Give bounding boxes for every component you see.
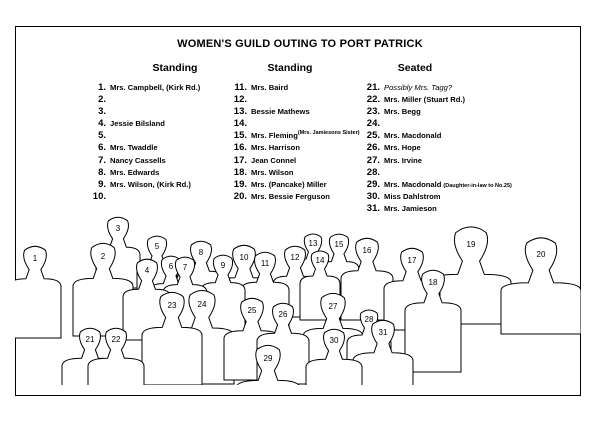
list-item [364, 165, 512, 177]
list-item [364, 140, 512, 152]
list-item-name: Jean Connel [251, 155, 297, 165]
list-item [364, 177, 512, 189]
list-item [231, 177, 360, 189]
list-item [88, 177, 200, 189]
list-item-number: 5. [98, 130, 106, 142]
person-number-label: 15 [334, 240, 344, 249]
person-number-label: 20 [536, 250, 546, 259]
list-item [88, 128, 200, 140]
list-item-number: 4. [98, 118, 106, 130]
list-item-number: 25. [366, 130, 380, 142]
person-number-label: 25 [247, 306, 257, 315]
list-item-number: 17. [233, 154, 247, 166]
list-item [88, 140, 200, 152]
person-number-label: 1 [32, 254, 38, 263]
person-number-label: 14 [315, 256, 325, 265]
person-number-label: 28 [364, 315, 374, 324]
list-item-number: 23. [366, 106, 380, 118]
column-heading-seated: Seated [397, 62, 433, 74]
person-number-label: 6 [168, 262, 174, 271]
column-heading-standing-1: Standing [152, 62, 198, 74]
list-item [231, 116, 360, 128]
person-number-label: 19 [466, 240, 476, 249]
person-number-label: 26 [278, 310, 288, 319]
list-item-number: 8. [98, 166, 106, 178]
list-item-number: 18. [233, 166, 247, 178]
column-heading-standing-2: Standing [267, 62, 313, 74]
list-item-name: Mrs. Wilson, (Kirk Rd.) [110, 179, 191, 189]
list-item [364, 189, 512, 201]
list-item-name: Mrs. Macdonald [384, 179, 442, 189]
name-list-column-2 [231, 80, 360, 201]
list-item [231, 104, 360, 116]
person-number-label: 5 [154, 242, 160, 251]
person-number-label: 4 [144, 266, 150, 275]
list-item-number: 21. [366, 82, 380, 93]
list-item-note: (Daughter-in-law to No.25) [443, 182, 512, 189]
list-item-number: 31. [366, 202, 380, 214]
person-number-label: 7 [182, 263, 188, 272]
list-item-number: 28. [366, 166, 380, 178]
list-item-number: 9. [98, 178, 106, 190]
person-number-label: 10 [239, 253, 249, 262]
person-number-label: 24 [197, 300, 207, 309]
list-item [88, 165, 200, 177]
person-number-label: 8 [198, 248, 204, 257]
list-item-name: Mrs. Miller (Stuart Rd.) [384, 95, 466, 105]
list-item-name: Mrs. Harrison [251, 143, 300, 153]
list-item-name: Possibly Mrs. Tagg? [384, 83, 453, 92]
crowd-sketch [15, 210, 581, 385]
name-list-column-1 [88, 80, 200, 201]
person-number-label: 18 [428, 278, 438, 287]
person-number-label: 13 [308, 239, 318, 248]
person-number-label: 22 [111, 335, 121, 344]
list-item-name: Mrs. Jamieson [384, 203, 437, 213]
list-item [364, 116, 512, 128]
list-item-name: Bessie Mathews [251, 107, 310, 117]
person-silhouette [15, 246, 61, 338]
list-item-name: Mrs. Fleming [251, 131, 298, 141]
list-item [231, 128, 360, 140]
list-item-note: (Mrs. Jamiesons Sister) [297, 130, 360, 137]
person-number-label: 27 [328, 302, 338, 311]
list-item-number: 27. [366, 154, 380, 166]
person-number-label: 21 [85, 335, 95, 344]
list-item [364, 92, 512, 104]
list-item-name: Mrs. Edwards [110, 167, 160, 177]
list-item-number: 24. [366, 118, 380, 130]
list-item [231, 153, 360, 165]
list-item-number: 2. [98, 94, 106, 106]
list-item-number: 22. [366, 94, 380, 106]
person-number-label: 2 [100, 252, 106, 261]
list-item-number: 15. [233, 130, 247, 142]
list-item-number: 26. [366, 142, 380, 154]
list-item-number: 7. [98, 154, 106, 166]
list-item-name: Nancy Cassells [110, 155, 166, 165]
list-item [88, 153, 200, 165]
person-outline [15, 246, 61, 338]
list-item [231, 92, 360, 104]
list-item [88, 80, 200, 92]
list-item-number: 13. [233, 106, 247, 118]
list-item-number: 1. [98, 82, 106, 93]
list-item [88, 104, 200, 116]
name-list-column-3 [364, 80, 512, 213]
list-item-number: 11. [234, 82, 247, 93]
list-item-number: 20. [233, 190, 247, 202]
list-item-number: 3. [98, 106, 106, 118]
list-item [88, 116, 200, 128]
list-item-name: Mrs. Hope [384, 143, 421, 153]
person-number-label: 11 [260, 259, 270, 268]
list-item-name: Jessie Bilsland [110, 119, 165, 129]
list-item-name: Mrs. Campbell, (Kirk Rd.) [110, 83, 201, 92]
list-item-name: Mrs. (Pancake) Miller [251, 179, 327, 189]
person-number-label: 29 [263, 354, 273, 363]
list-item-name: Mrs. Baird [251, 83, 289, 92]
list-item [231, 140, 360, 152]
person-outline [501, 238, 581, 334]
list-item-name: Mrs. Twaddle [110, 143, 158, 153]
list-item [88, 189, 200, 201]
page-title: WOMEN'S GUILD OUTING TO PORT PATRICK [177, 38, 423, 50]
list-item [364, 104, 512, 116]
person-number-label: 12 [290, 253, 300, 262]
list-item-name: Mrs. Wilson [251, 167, 294, 177]
list-item [231, 80, 360, 92]
list-item [364, 80, 512, 92]
list-item-number: 14. [233, 118, 247, 130]
list-item-name: Mrs. Begg [384, 107, 421, 117]
list-item-number: 12. [233, 94, 247, 106]
list-item-name: Mrs. Macdonald [384, 131, 442, 141]
list-item-number: 29. [366, 178, 380, 190]
list-item [231, 189, 360, 201]
person-number-label: 17 [407, 256, 417, 265]
list-item-number: 16. [233, 142, 247, 154]
list-item-number: 6. [98, 142, 106, 154]
person-number-label: 31 [378, 328, 388, 337]
list-item-number: 19. [233, 178, 247, 190]
list-item-name: Mrs. Irvine [384, 155, 422, 165]
list-item [88, 92, 200, 104]
person-number-label: 16 [362, 246, 372, 255]
list-item [364, 153, 512, 165]
list-item-name: Miss Dahlstrom [384, 191, 441, 201]
person-number-label: 23 [167, 301, 177, 310]
list-item [364, 128, 512, 140]
person-number-label: 30 [329, 336, 339, 345]
list-item [231, 165, 360, 177]
list-item-number: 10. [92, 190, 106, 202]
list-item-name: Mrs. Bessie Ferguson [251, 191, 330, 201]
list-item-number: 30. [366, 190, 380, 202]
person-number-label: 9 [220, 261, 226, 270]
person-number-label: 3 [115, 224, 121, 233]
